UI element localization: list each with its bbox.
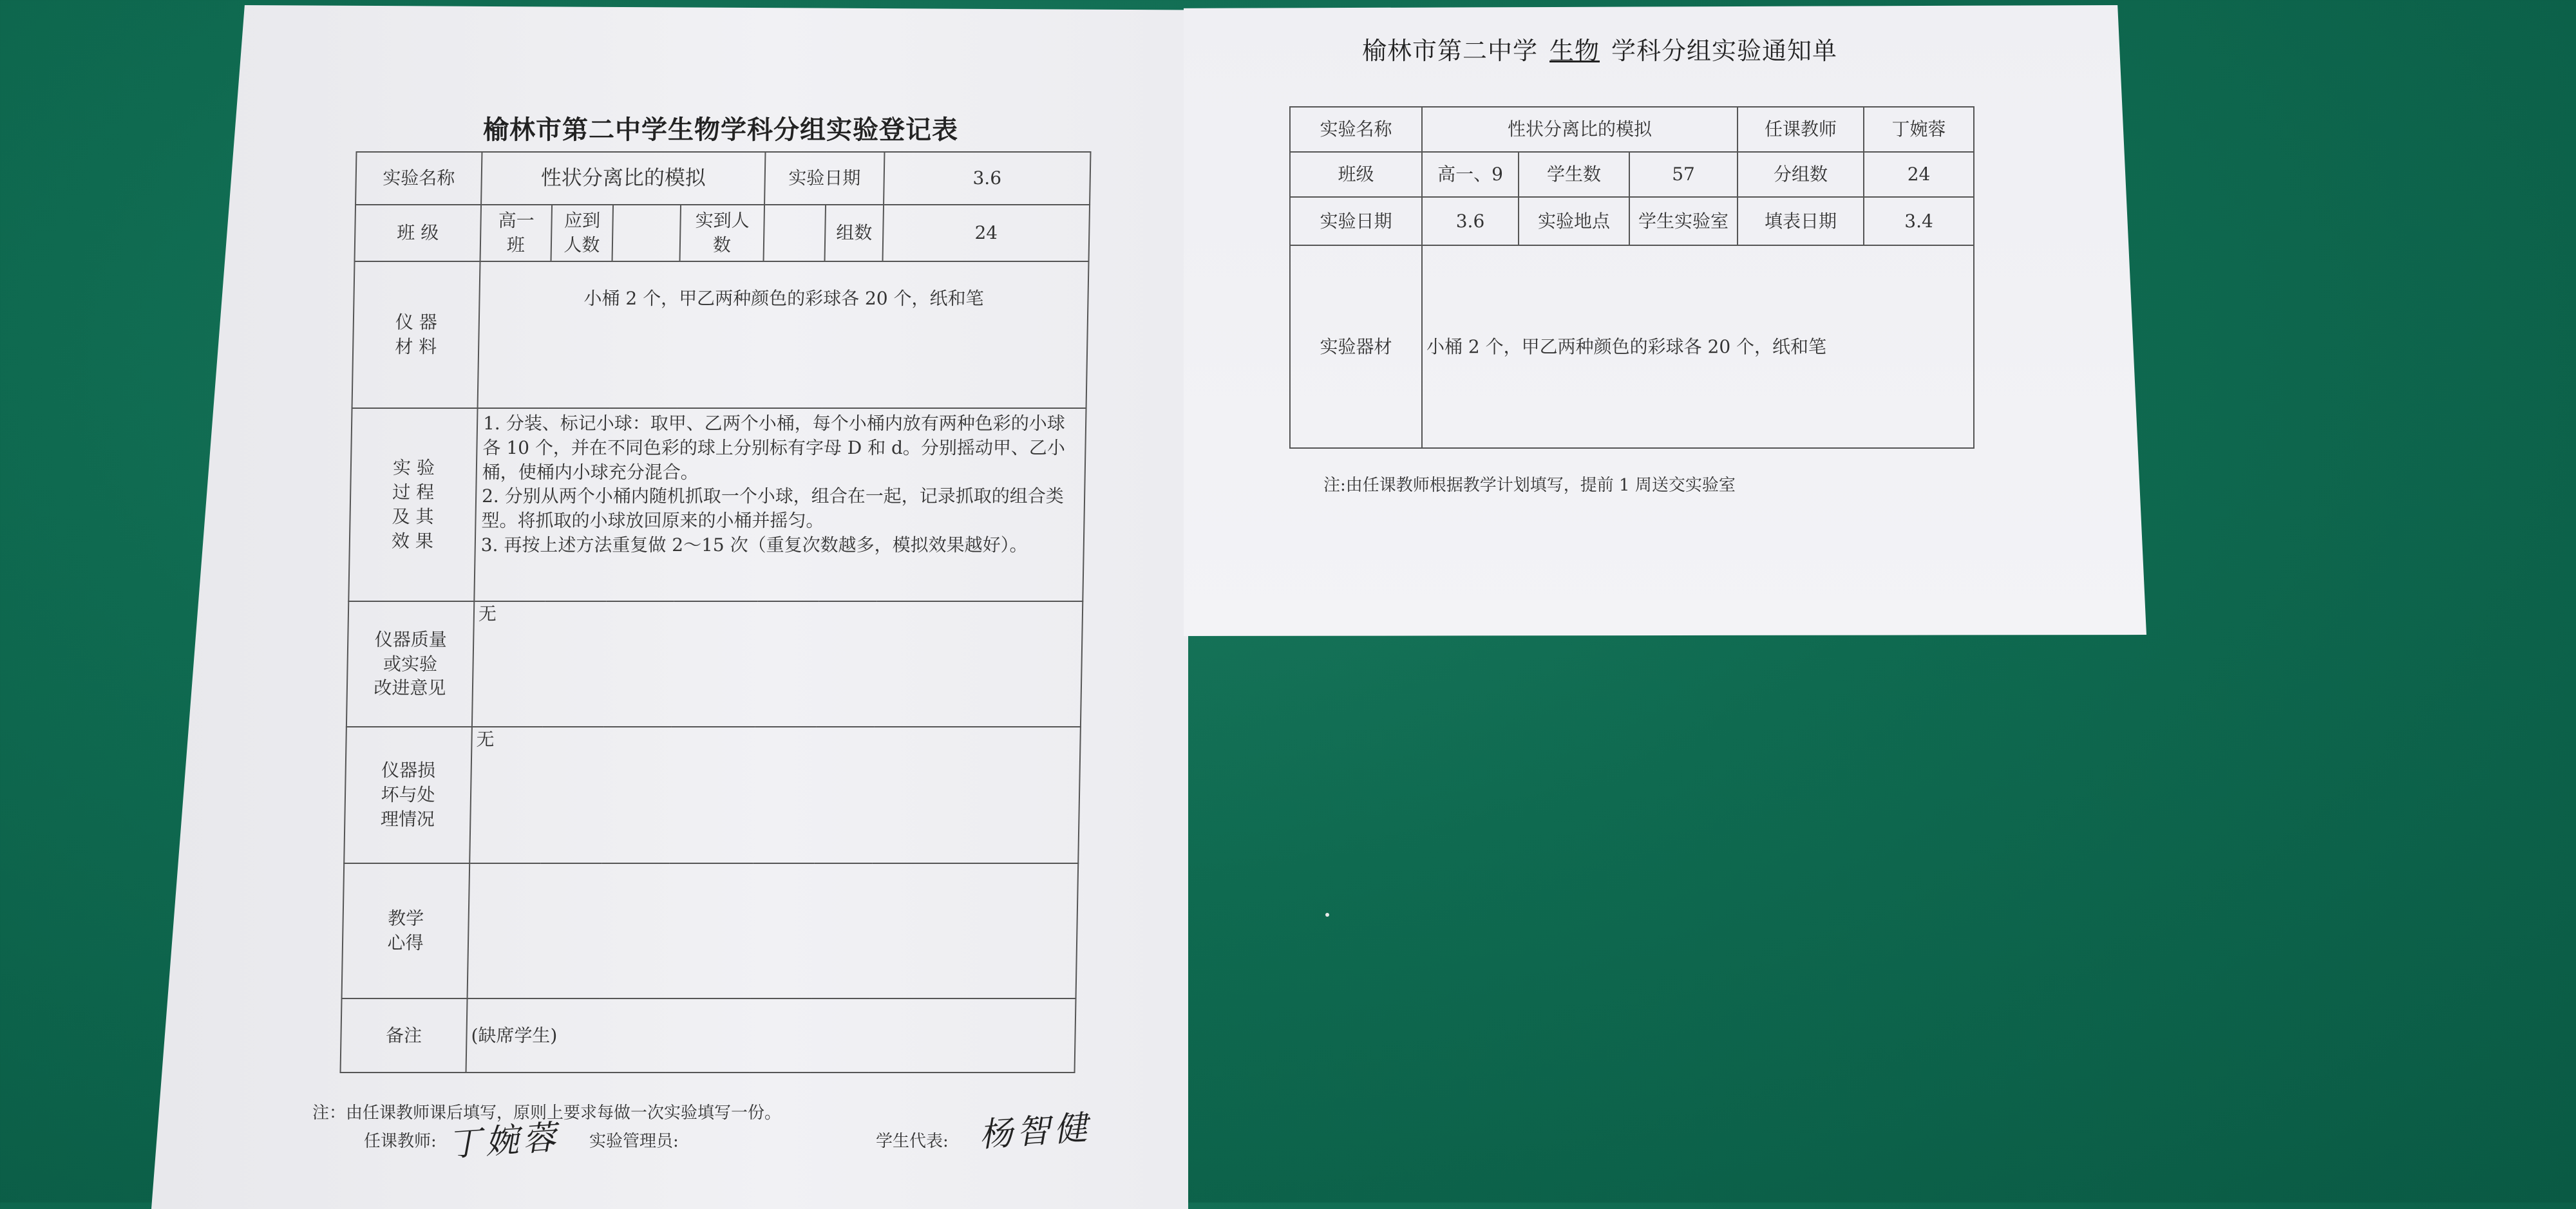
teacher-signature: 丁婉蓉 bbox=[446, 1118, 562, 1165]
improvement-label: 仪器质量 或实验 改进意见 bbox=[346, 601, 474, 727]
notification-title-prefix: 榆林市第二中学 bbox=[1362, 37, 1539, 65]
damage-value: 无 bbox=[469, 727, 1081, 863]
registration-form-title: 榆林市第二中学生物学科分组实验登记表 bbox=[483, 115, 958, 145]
notification-form-table bbox=[1289, 106, 1975, 449]
registration-form-table bbox=[340, 151, 1092, 1073]
teaching-notes-value bbox=[468, 863, 1079, 998]
notification-form-title bbox=[1362, 31, 1837, 66]
notice-groups-value: 24 bbox=[1864, 152, 1974, 197]
remarks-label: 备注 bbox=[341, 998, 468, 1073]
actual-count-value bbox=[764, 205, 826, 261]
notice-equipment-label: 实验器材 bbox=[1290, 245, 1422, 448]
expected-count-label: 应到 人数 bbox=[551, 205, 614, 261]
class-label: 班 级 bbox=[355, 205, 482, 261]
student-rep-label: 学生代表: bbox=[876, 1132, 949, 1151]
teaching-notes-label: 教学 心得 bbox=[342, 863, 470, 998]
notice-teacher-label: 任课教师 bbox=[1738, 107, 1864, 152]
experiment-name-label: 实验名称 bbox=[355, 152, 482, 205]
notice-students-label: 学生数 bbox=[1519, 152, 1629, 197]
notice-groups-label: 分组数 bbox=[1738, 152, 1864, 197]
notice-place-value: 学生实验室 bbox=[1629, 197, 1738, 245]
experiment-date-value: 3.6 bbox=[884, 152, 1090, 205]
notice-place-label: 实验地点 bbox=[1519, 197, 1629, 245]
remarks-value: (缺席学生) bbox=[466, 998, 1076, 1073]
notice-experiment-name-label: 实验名称 bbox=[1290, 107, 1422, 152]
experiment-name-value: 性状分离比的模拟 bbox=[481, 152, 765, 205]
damage-label: 仪器损 坏与处 理情况 bbox=[344, 727, 472, 863]
expected-count-value bbox=[612, 205, 681, 261]
class-value: 高一 班 bbox=[480, 205, 553, 261]
notice-students-value: 57 bbox=[1629, 152, 1738, 197]
notification-title-subject: 生物 bbox=[1549, 37, 1600, 65]
notice-date-value: 3.6 bbox=[1422, 197, 1519, 245]
procedure-value: 1. 分装、标记小球：取甲、乙两个小桶，每个小桶内放有两种色彩的小球各 10 个，并在不同色彩的球上分别标有字母 D 和 d。分别摇动甲、乙小桶，使桶内小球充分混合。 2. 分别从两个小桶内随机抓取一个小球，组合在一起，记录抓取的组合类型。将抓取的小球放回原来的小桶并摇匀。 3. 再按上述方法重复做 2～15 次（重复次数越多，模拟效果越好）。 bbox=[474, 408, 1086, 601]
notice-fill-date-value: 3.4 bbox=[1864, 197, 1974, 245]
notification-title-suffix: 学科分组实验通知单 bbox=[1611, 37, 1838, 65]
notice-date-label: 实验日期 bbox=[1290, 197, 1422, 245]
notice-class-value: 高一、9 bbox=[1422, 152, 1519, 197]
equipment-label: 仪 器 材 料 bbox=[352, 261, 480, 408]
notice-teacher-value: 丁婉蓉 bbox=[1864, 107, 1974, 152]
table-speck bbox=[1325, 913, 1329, 917]
groups-label: 组数 bbox=[825, 205, 884, 261]
teacher-signature-label: 任课教师: bbox=[364, 1132, 437, 1151]
notification-form-note: 注:由任课教师根据教学计划填写，提前 1 周送交实验室 bbox=[1323, 476, 1736, 495]
improvement-value: 无 bbox=[472, 601, 1083, 727]
notice-class-label: 班级 bbox=[1290, 152, 1422, 197]
notice-experiment-name-value: 性状分离比的模拟 bbox=[1422, 107, 1738, 152]
notice-equipment-value: 小桶 2 个，甲乙两种颜色的彩球各 20 个，纸和笔 bbox=[1422, 245, 1974, 448]
registration-form-note: 注：由任课教师课后填写，原则上要求每做一次实验填写一份。 bbox=[312, 1103, 782, 1123]
notice-fill-date-label: 填表日期 bbox=[1738, 197, 1864, 245]
actual-count-label: 实到人 数 bbox=[680, 205, 765, 261]
equipment-value: 小桶 2 个，甲乙两种颜色的彩球各 20 个，纸和笔 bbox=[478, 261, 1089, 408]
student-rep-signature: 杨智健 bbox=[978, 1108, 1093, 1155]
lab-admin-label: 实验管理员: bbox=[589, 1132, 679, 1151]
experiment-date-label: 实验日期 bbox=[764, 152, 884, 205]
procedure-label: 实 验 过 程 及 其 效 果 bbox=[348, 408, 477, 601]
groups-value: 24 bbox=[883, 205, 1090, 261]
